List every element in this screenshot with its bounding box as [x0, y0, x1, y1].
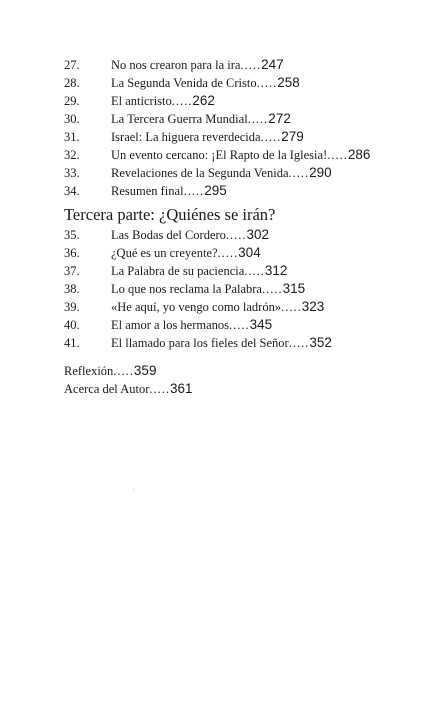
- entry-number: 41.: [64, 336, 80, 350]
- entry-page: 315: [282, 281, 306, 296]
- entry-page: 258: [277, 75, 300, 90]
- entry-number: 29.: [64, 94, 80, 108]
- entry-leader: .....: [261, 282, 283, 296]
- entry-number: 28.: [64, 76, 80, 90]
- entry-title: ¿Qué es un creyente?: [111, 246, 218, 260]
- entry-line: [111, 56, 284, 74]
- entry-page: 272: [268, 111, 291, 126]
- paper-speck: [133, 489, 134, 490]
- toc-entry: [0, 380, 431, 398]
- toc-part2-list: [0, 56, 431, 200]
- entry-title: El anticristo: [111, 94, 172, 108]
- entry-leader: .....: [256, 76, 278, 90]
- entry-leader: .....: [327, 148, 348, 162]
- entry-title: Las Bodas del Cordero: [111, 228, 226, 242]
- entry-title: Lo que nos reclama la Palabra: [111, 282, 262, 296]
- toc-entry: [0, 226, 431, 244]
- entry-title: No nos crearon para la ira: [111, 58, 241, 72]
- entry-page: 262: [192, 93, 215, 108]
- entry-line: [111, 128, 304, 146]
- toc-back-matter: [0, 362, 431, 398]
- entry-page: 304: [238, 245, 261, 260]
- entry-title: La Tercera Guerra Mundial: [111, 112, 248, 126]
- entry-line: [111, 164, 332, 182]
- entry-leader: .....: [225, 228, 247, 242]
- entry-number: 30.: [64, 112, 80, 126]
- toc-entry: [0, 334, 431, 352]
- entry-number: 33.: [64, 166, 80, 180]
- entry-leader: .....: [247, 112, 269, 126]
- entry-title: Acerca del Autor: [64, 382, 150, 396]
- entry-page: 359: [133, 363, 157, 378]
- entry-line: [111, 110, 291, 128]
- toc-part3-list: [0, 226, 431, 352]
- entry-page: 323: [301, 299, 325, 314]
- toc-entry: [0, 280, 431, 298]
- entry-line: [111, 226, 269, 244]
- entry-leader: .....: [113, 364, 134, 378]
- entry-number: 27.: [64, 58, 80, 72]
- entry-leader: .....: [229, 318, 250, 332]
- entry-line: [111, 298, 324, 316]
- entry-line: [111, 74, 300, 92]
- entry-title: «He aquí, yo vengo como ladrón»: [111, 300, 282, 314]
- entry-number: 31.: [64, 130, 80, 144]
- entry-title: Reflexión: [64, 364, 114, 378]
- entry-title: Un evento cercano: ¡El Rapto de la Iglesia!: [111, 148, 328, 162]
- entry-leader: .....: [240, 58, 262, 72]
- toc-entry: [0, 110, 431, 128]
- entry-title: La Palabra de su paciencia: [111, 264, 245, 278]
- entry-line: [111, 244, 261, 262]
- entry-page: 290: [309, 165, 332, 180]
- entry-page: 361: [170, 381, 193, 396]
- entry-title: Revelaciones de la Segunda Venida: [111, 166, 289, 180]
- entry-page: 352: [309, 335, 332, 350]
- toc-entry: [0, 244, 431, 262]
- toc-entry: [0, 262, 431, 280]
- entry-line: [111, 262, 287, 280]
- entry-title: Israel: La higuera reverdecida: [111, 130, 261, 144]
- entry-leader: .....: [260, 130, 282, 144]
- toc-entry: [0, 182, 431, 200]
- entry-title: El amor a los hermanos: [111, 318, 230, 332]
- entry-title: Resumen final: [111, 184, 184, 198]
- entry-page: 247: [261, 57, 284, 72]
- entry-leader: .....: [244, 264, 265, 278]
- entry-leader: .....: [149, 382, 171, 396]
- entry-number: 36.: [64, 246, 80, 260]
- entry-number: 39.: [64, 300, 80, 314]
- entry-line: [111, 280, 305, 298]
- entry-line: [111, 146, 370, 164]
- entry-leader: .....: [171, 94, 193, 108]
- entry-line: [111, 316, 272, 334]
- entry-page: 312: [264, 263, 288, 278]
- entry-number: 40.: [64, 318, 80, 332]
- toc-entry: [0, 362, 431, 380]
- toc-entry: [0, 128, 431, 146]
- entry-number: 38.: [64, 282, 80, 296]
- toc-entry: [0, 56, 431, 74]
- entry-title: La Segunda Venida de Cristo: [111, 76, 257, 90]
- entry-line: [111, 182, 227, 200]
- entry-line: [111, 92, 215, 110]
- entry-title: El llamado para los fieles del Señor: [111, 336, 289, 350]
- entry-number: 34.: [64, 184, 80, 198]
- entry-number: 35.: [64, 228, 80, 242]
- entry-leader: .....: [288, 336, 310, 350]
- toc-entry: [0, 164, 431, 182]
- entry-leader: .....: [288, 166, 310, 180]
- toc-entry: [0, 74, 431, 92]
- part-heading: Tercera parte: ¿Quiénes se irán?: [64, 205, 276, 224]
- entry-leader: .....: [281, 300, 302, 314]
- entry-number: 32.: [64, 148, 80, 162]
- entry-leader: .....: [217, 246, 239, 260]
- entry-page: 302: [246, 227, 270, 242]
- toc-entry: [0, 316, 431, 334]
- entry-page: 345: [249, 317, 273, 332]
- entry-line: [111, 334, 332, 352]
- toc-entry: [0, 92, 431, 110]
- entry-number: 37.: [64, 264, 80, 278]
- entry-page: 295: [204, 183, 227, 198]
- entry-page: 279: [281, 129, 304, 144]
- entry-page: 286: [347, 147, 371, 162]
- toc-entry: [0, 298, 431, 316]
- toc-entry: [0, 146, 431, 164]
- entry-leader: .....: [183, 184, 205, 198]
